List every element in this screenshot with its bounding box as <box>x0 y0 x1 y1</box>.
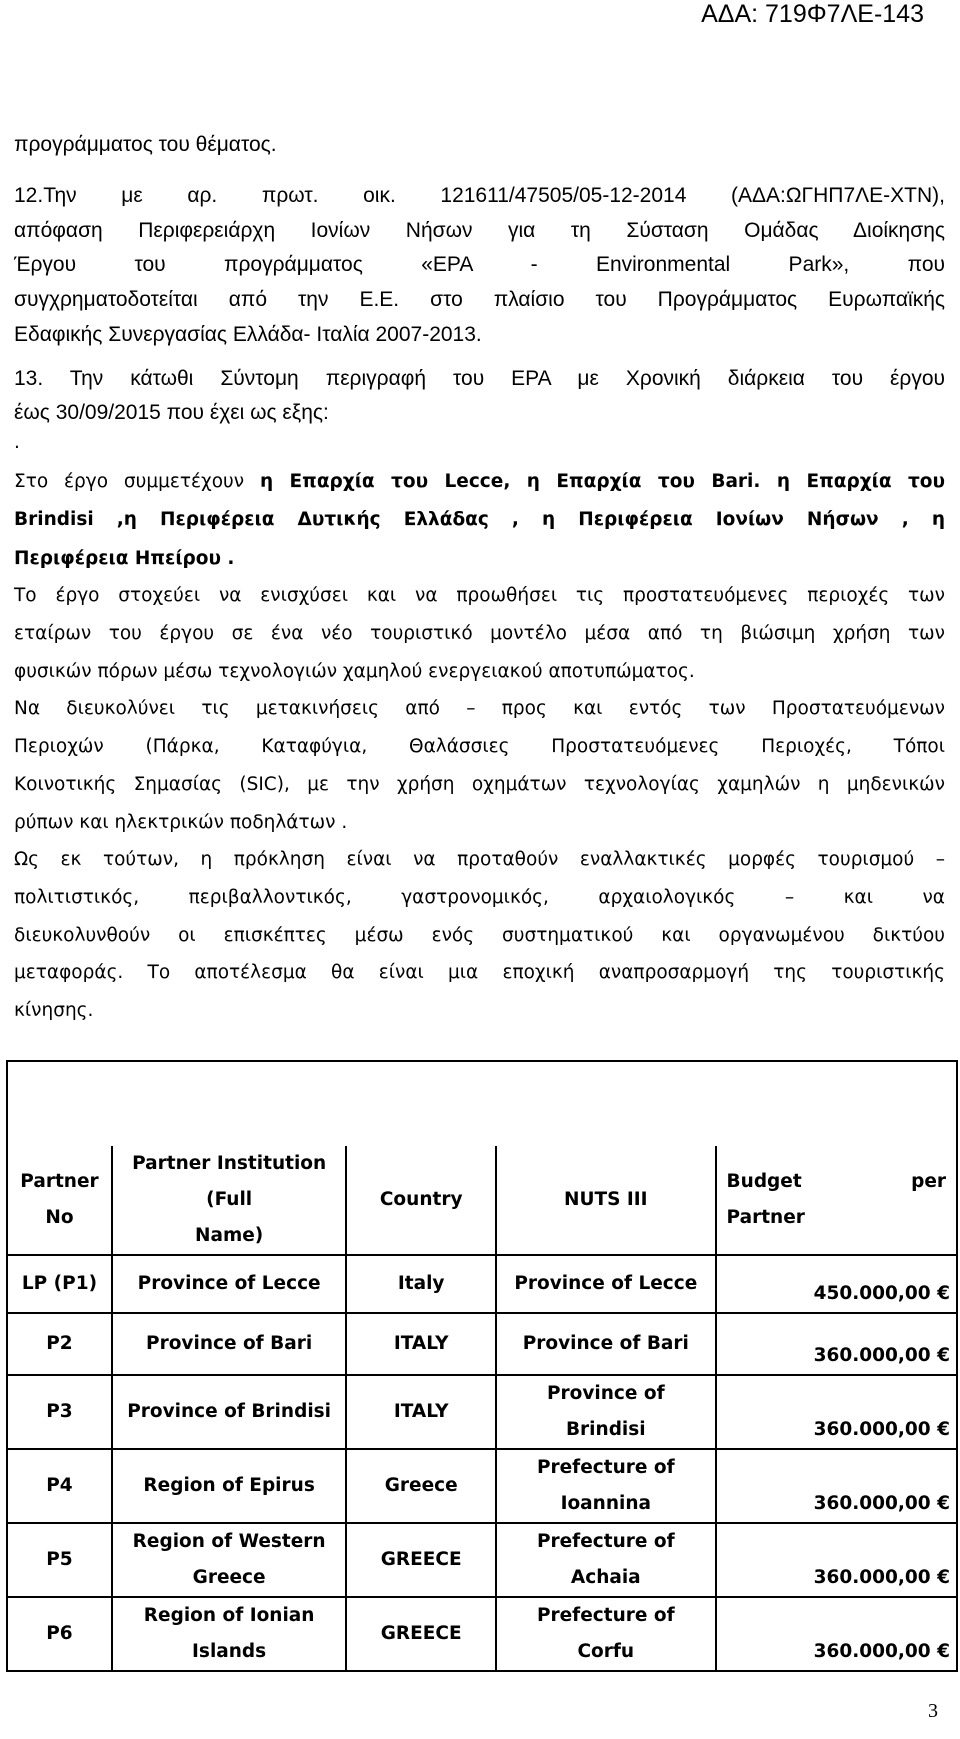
text-line: ρύπων και ηλεκτρικών ποδηλάτων . <box>14 812 348 833</box>
partners-line: Brindisi ,η Περιφέρεια Δυτικής Ελλάδας , η Περιφέρεια Ιονίων Νήσων , η <box>14 509 945 530</box>
cell-no: LP (P1) <box>7 1255 112 1313</box>
table-row <box>7 1255 957 1313</box>
cell-country: ITALY <box>346 1313 496 1375</box>
cell-country: GREECE <box>346 1597 496 1671</box>
header-country: Country <box>346 1146 496 1255</box>
table-row <box>7 1597 957 1671</box>
text-line: κίνησης. <box>14 1000 94 1021</box>
text-line: συγχρηματοδοτείται από την Ε.Ε. στο πλαίσιο του Προγράμματος Ευρωπαϊκής <box>14 288 945 311</box>
text-line: Έργου του προγράμματος «ΕΡΑ - Environmental Park», που <box>14 253 945 276</box>
cell-budget: 360.000,00 € <box>716 1449 957 1523</box>
table-row <box>7 1313 957 1375</box>
table-row <box>7 1449 957 1523</box>
cell-nuts: Prefecture of Ioannina <box>496 1449 716 1523</box>
partners-intro <box>14 471 945 492</box>
cell-country: Italy <box>346 1255 496 1313</box>
partners-line: Περιφέρεια Ηπείρου . <box>14 548 235 569</box>
text-line: εταίρων του έργου σε ένα νέο τουριστικό μοντέλο μέσα από τη βιώσιμη χρήση των <box>14 623 945 644</box>
cell-budget: 360.000,00 € <box>716 1597 957 1671</box>
cell-institution: Province of Brindisi <box>112 1375 346 1449</box>
text-line: έως 30/09/2015 που έχει ως εξης: <box>14 401 329 424</box>
cell-nuts: Province of Bari <box>496 1313 716 1375</box>
header-institution: Partner Institution (Full Name) <box>112 1146 346 1255</box>
text-line: πολιτιστικός, περιβαλλοντικός, γαστρονομικός, αρχαιολογικός – και να <box>14 887 945 908</box>
text-line <box>14 509 945 530</box>
cell-budget: 360.000,00 € <box>716 1523 957 1597</box>
cell-no: P5 <box>7 1523 112 1597</box>
cell-budget: 360.000,00 € <box>716 1313 957 1375</box>
cell-institution: Region of Ionian Islands <box>112 1597 346 1671</box>
cell-country: ITALY <box>346 1375 496 1449</box>
text-line: Το έργο στοχεύει να ενισχύσει και να προωθήσει τις προστατευόμενες περιοχές των <box>14 585 945 606</box>
table-cell <box>7 1061 957 1146</box>
text-line: 12.Την με αρ. πρωτ. οικ. 121611/47505/05-12-2014 (ΑΔΑ:ΩΓΗΠ7ΛΕ-ΧΤΝ), <box>14 184 945 207</box>
text-line: Κοινοτικής Σημασίας (SIC), με την χρήση οχημάτων τεχνολογίας χαμηλών η μηδενικών <box>14 774 945 795</box>
cell-no: P4 <box>7 1449 112 1523</box>
header-partner-no: Partner No <box>7 1146 112 1255</box>
text-line: Να διευκολύνει τις μετακινήσεις από – προς και εντός των Προστατευόμενων <box>14 698 945 719</box>
text-line: Περιοχών (Πάρκα, Καταφύγια, Θαλάσσιες Προστατευόμενες Περιοχές, Τόποι <box>14 736 945 757</box>
text-line: διευκολυνθούν οι επισκέπτες μέσω ενός συστηματικού και οργανωμένου δικτύου <box>14 925 945 946</box>
cell-institution: Region of Western Greece <box>112 1523 346 1597</box>
cell-budget: 360.000,00 € <box>716 1375 957 1449</box>
text-line: προγράμματος του θέματος. <box>14 133 277 156</box>
text-line: φυσικών πόρων μέσω τεχνολογιών χαμηλού ενεργειακού αποτυπώματος. <box>14 661 695 682</box>
text-line: 13. Την κάτωθι Σύντομη περιγραφή του ΕΡΑ με Χρονική διάρκεια του έργου <box>14 367 945 390</box>
cell-no: P2 <box>7 1313 112 1375</box>
text-line: απόφαση Περιφερειάρχη Ιονίων Νήσων για τη Σύσταση Ομάδας Διοίκησης <box>14 219 945 242</box>
ada-code: ΑΔΑ: 719Φ7ΛΕ-143 <box>701 0 924 28</box>
cell-institution: Region of Epirus <box>112 1449 346 1523</box>
cell-country: Greece <box>346 1449 496 1523</box>
cell-nuts: Prefecture of Corfu <box>496 1597 716 1671</box>
header-nuts: NUTS III <box>496 1146 716 1255</box>
header-budget: Budget per Partner <box>716 1146 957 1255</box>
text-line <box>14 548 234 569</box>
cell-country: GREECE <box>346 1523 496 1597</box>
page-number: 3 <box>928 1700 938 1722</box>
table-header-row <box>7 1146 957 1255</box>
cell-nuts: Prefecture of Achaia <box>496 1523 716 1597</box>
partners-table <box>6 1060 958 1672</box>
text-line: Εδαφικής Συνεργασίας Ελλάδα- Ιταλία 2007-2013. <box>14 323 482 346</box>
text-line: . <box>14 432 20 453</box>
cell-no: P6 <box>7 1597 112 1671</box>
table-row <box>7 1375 957 1449</box>
cell-nuts: Province of Brindisi <box>496 1375 716 1449</box>
table-top-spacer <box>7 1061 957 1146</box>
cell-institution: Province of Lecce <box>112 1255 346 1313</box>
cell-institution: Province of Bari <box>112 1313 346 1375</box>
cell-no: P3 <box>7 1375 112 1449</box>
table-row <box>7 1523 957 1597</box>
partners-intro-plain: Στο έργο συμμετέχουν <box>14 471 260 492</box>
partners-intro-bold: η Επαρχία του Lecce, η Επαρχία του Bari. η Επαρχία του <box>259 471 945 492</box>
text-line: Ως εκ τούτων, η πρόκληση είναι να προταθούν εναλλακτικές μορφές τουρισμού – <box>14 849 945 870</box>
text-line: μεταφοράς. Το αποτέλεσμα θα είναι μια εποχική αναπροσαρμογή της τουριστικής <box>14 962 945 983</box>
cell-nuts: Province of Lecce <box>496 1255 716 1313</box>
cell-budget: 450.000,00 € <box>716 1255 957 1313</box>
